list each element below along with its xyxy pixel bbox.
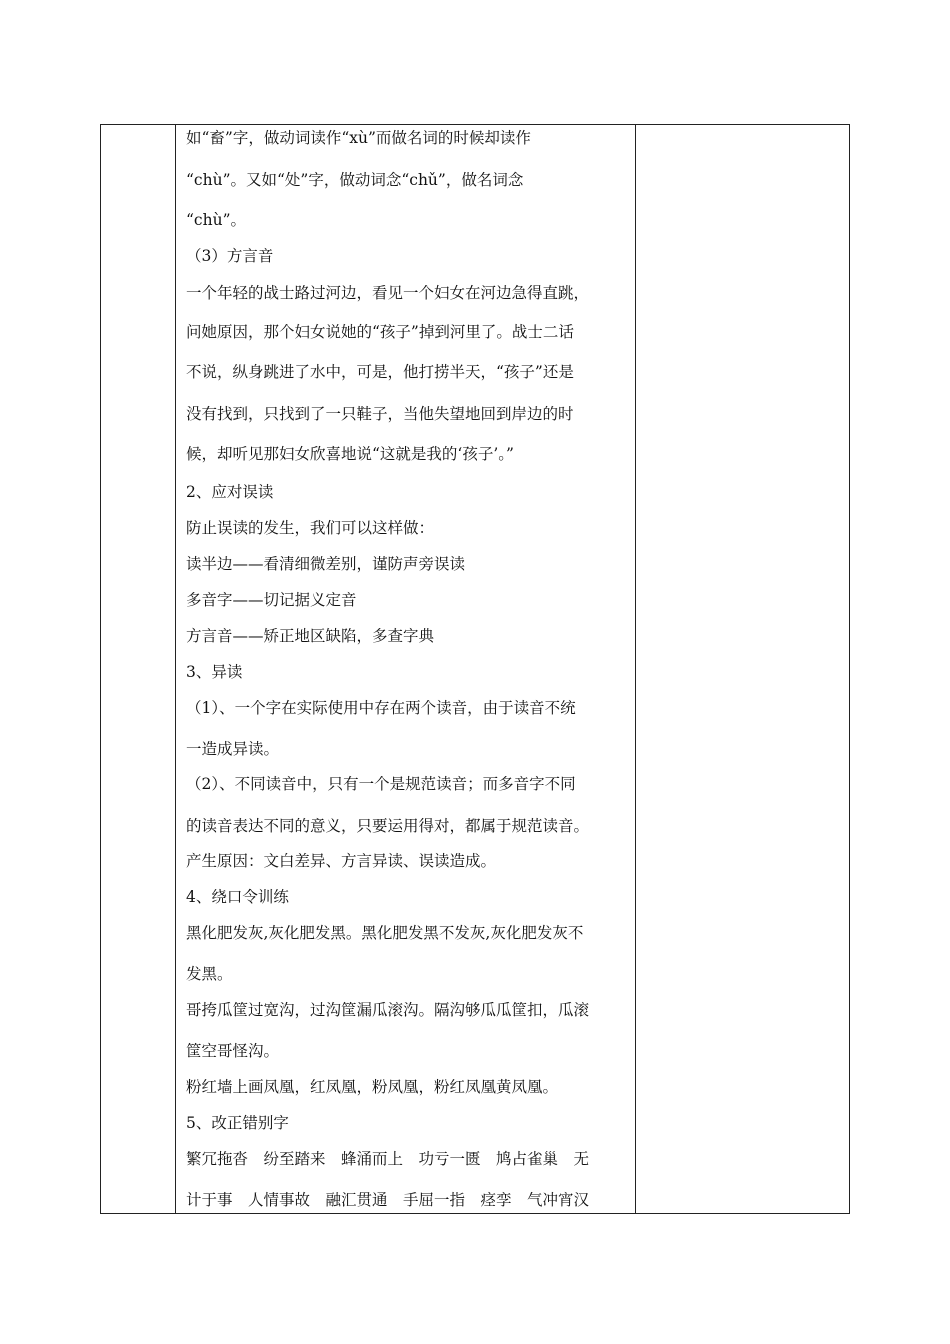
text-line: 方言音——矫正地区缺陷，多查字典 bbox=[186, 627, 435, 645]
text-line: 多音字——切记据义定音 bbox=[186, 591, 357, 609]
column-divider-right bbox=[635, 125, 636, 1213]
text-line: 筐空哥怪沟。 bbox=[186, 1042, 280, 1060]
section-heading: 4、绕口令训练 bbox=[186, 888, 289, 906]
text-line: “chù”。又如“处”字，做动词念“chǔ”，做名词念 bbox=[186, 171, 524, 189]
text-line: 粉红墙上画凤凰，红凤凰，粉凤凰，粉红凤凰黄凤凰。 bbox=[186, 1078, 559, 1096]
column-divider-left bbox=[175, 125, 176, 1213]
text-line: 如“畜”字，做动词读作“xù”而做名词的时候却读作 bbox=[186, 129, 531, 147]
text-line: 发黑。 bbox=[186, 965, 233, 983]
text-line: 繁冗拖沓 纷至踏来 蜂涌而上 功亏一匮 鸠占雀巢 无 bbox=[186, 1150, 590, 1168]
text-line: 不说，纵身跳进了水中，可是，他打捞半天，“孩子”还是 bbox=[186, 363, 574, 381]
text-line: 没有找到，只找到了一只鞋子，当他失望地回到岸边的时 bbox=[186, 405, 574, 423]
text-line: 读半边——看清细微差别，谨防声旁误读 bbox=[186, 555, 466, 573]
text-line: “chù”。 bbox=[186, 211, 246, 229]
text-line: 计于事 人情事故 融汇贯通 手屈一指 痉孪 气冲宵汉 bbox=[186, 1191, 590, 1209]
text-line: 黑化肥发灰,灰化肥发黑。黑化肥发黑不发灰,灰化肥发灰不 bbox=[186, 924, 584, 942]
text-line: 候，却听见那妇女欣喜地说“这就是我的‘孩子’。” bbox=[186, 445, 514, 463]
section-heading: 3、异读 bbox=[186, 663, 243, 681]
section-subheading: （3）方言音 bbox=[186, 247, 274, 265]
text-line: 哥挎瓜筐过宽沟，过沟筐漏瓜滚沟。隔沟够瓜瓜筐扣，瓜滚 bbox=[186, 1001, 590, 1019]
text-line: 一造成异读。 bbox=[186, 740, 280, 758]
text-line: （1）、一个字在实际使用中存在两个读音，由于读音不统 bbox=[186, 699, 576, 717]
text-line: 问她原因，那个妇女说她的“孩子”掉到河里了。战士二话 bbox=[186, 323, 574, 341]
text-line: 防止误读的发生，我们可以这样做： bbox=[186, 519, 435, 537]
text-line: 一个年轻的战士路过河边，看见一个妇女在河边急得直跳， bbox=[186, 284, 590, 302]
text-line: 产生原因：文白差异、方言异读、误读造成。 bbox=[186, 852, 497, 870]
text-line: （2）、不同读音中，只有一个是规范读音；而多音字不同 bbox=[186, 775, 576, 793]
section-heading: 5、改正错别字 bbox=[186, 1114, 289, 1132]
text-line: 的读音表达不同的意义，只要运用得对，都属于规范读音。 bbox=[186, 817, 590, 835]
section-heading: 2、应对误读 bbox=[186, 483, 274, 501]
